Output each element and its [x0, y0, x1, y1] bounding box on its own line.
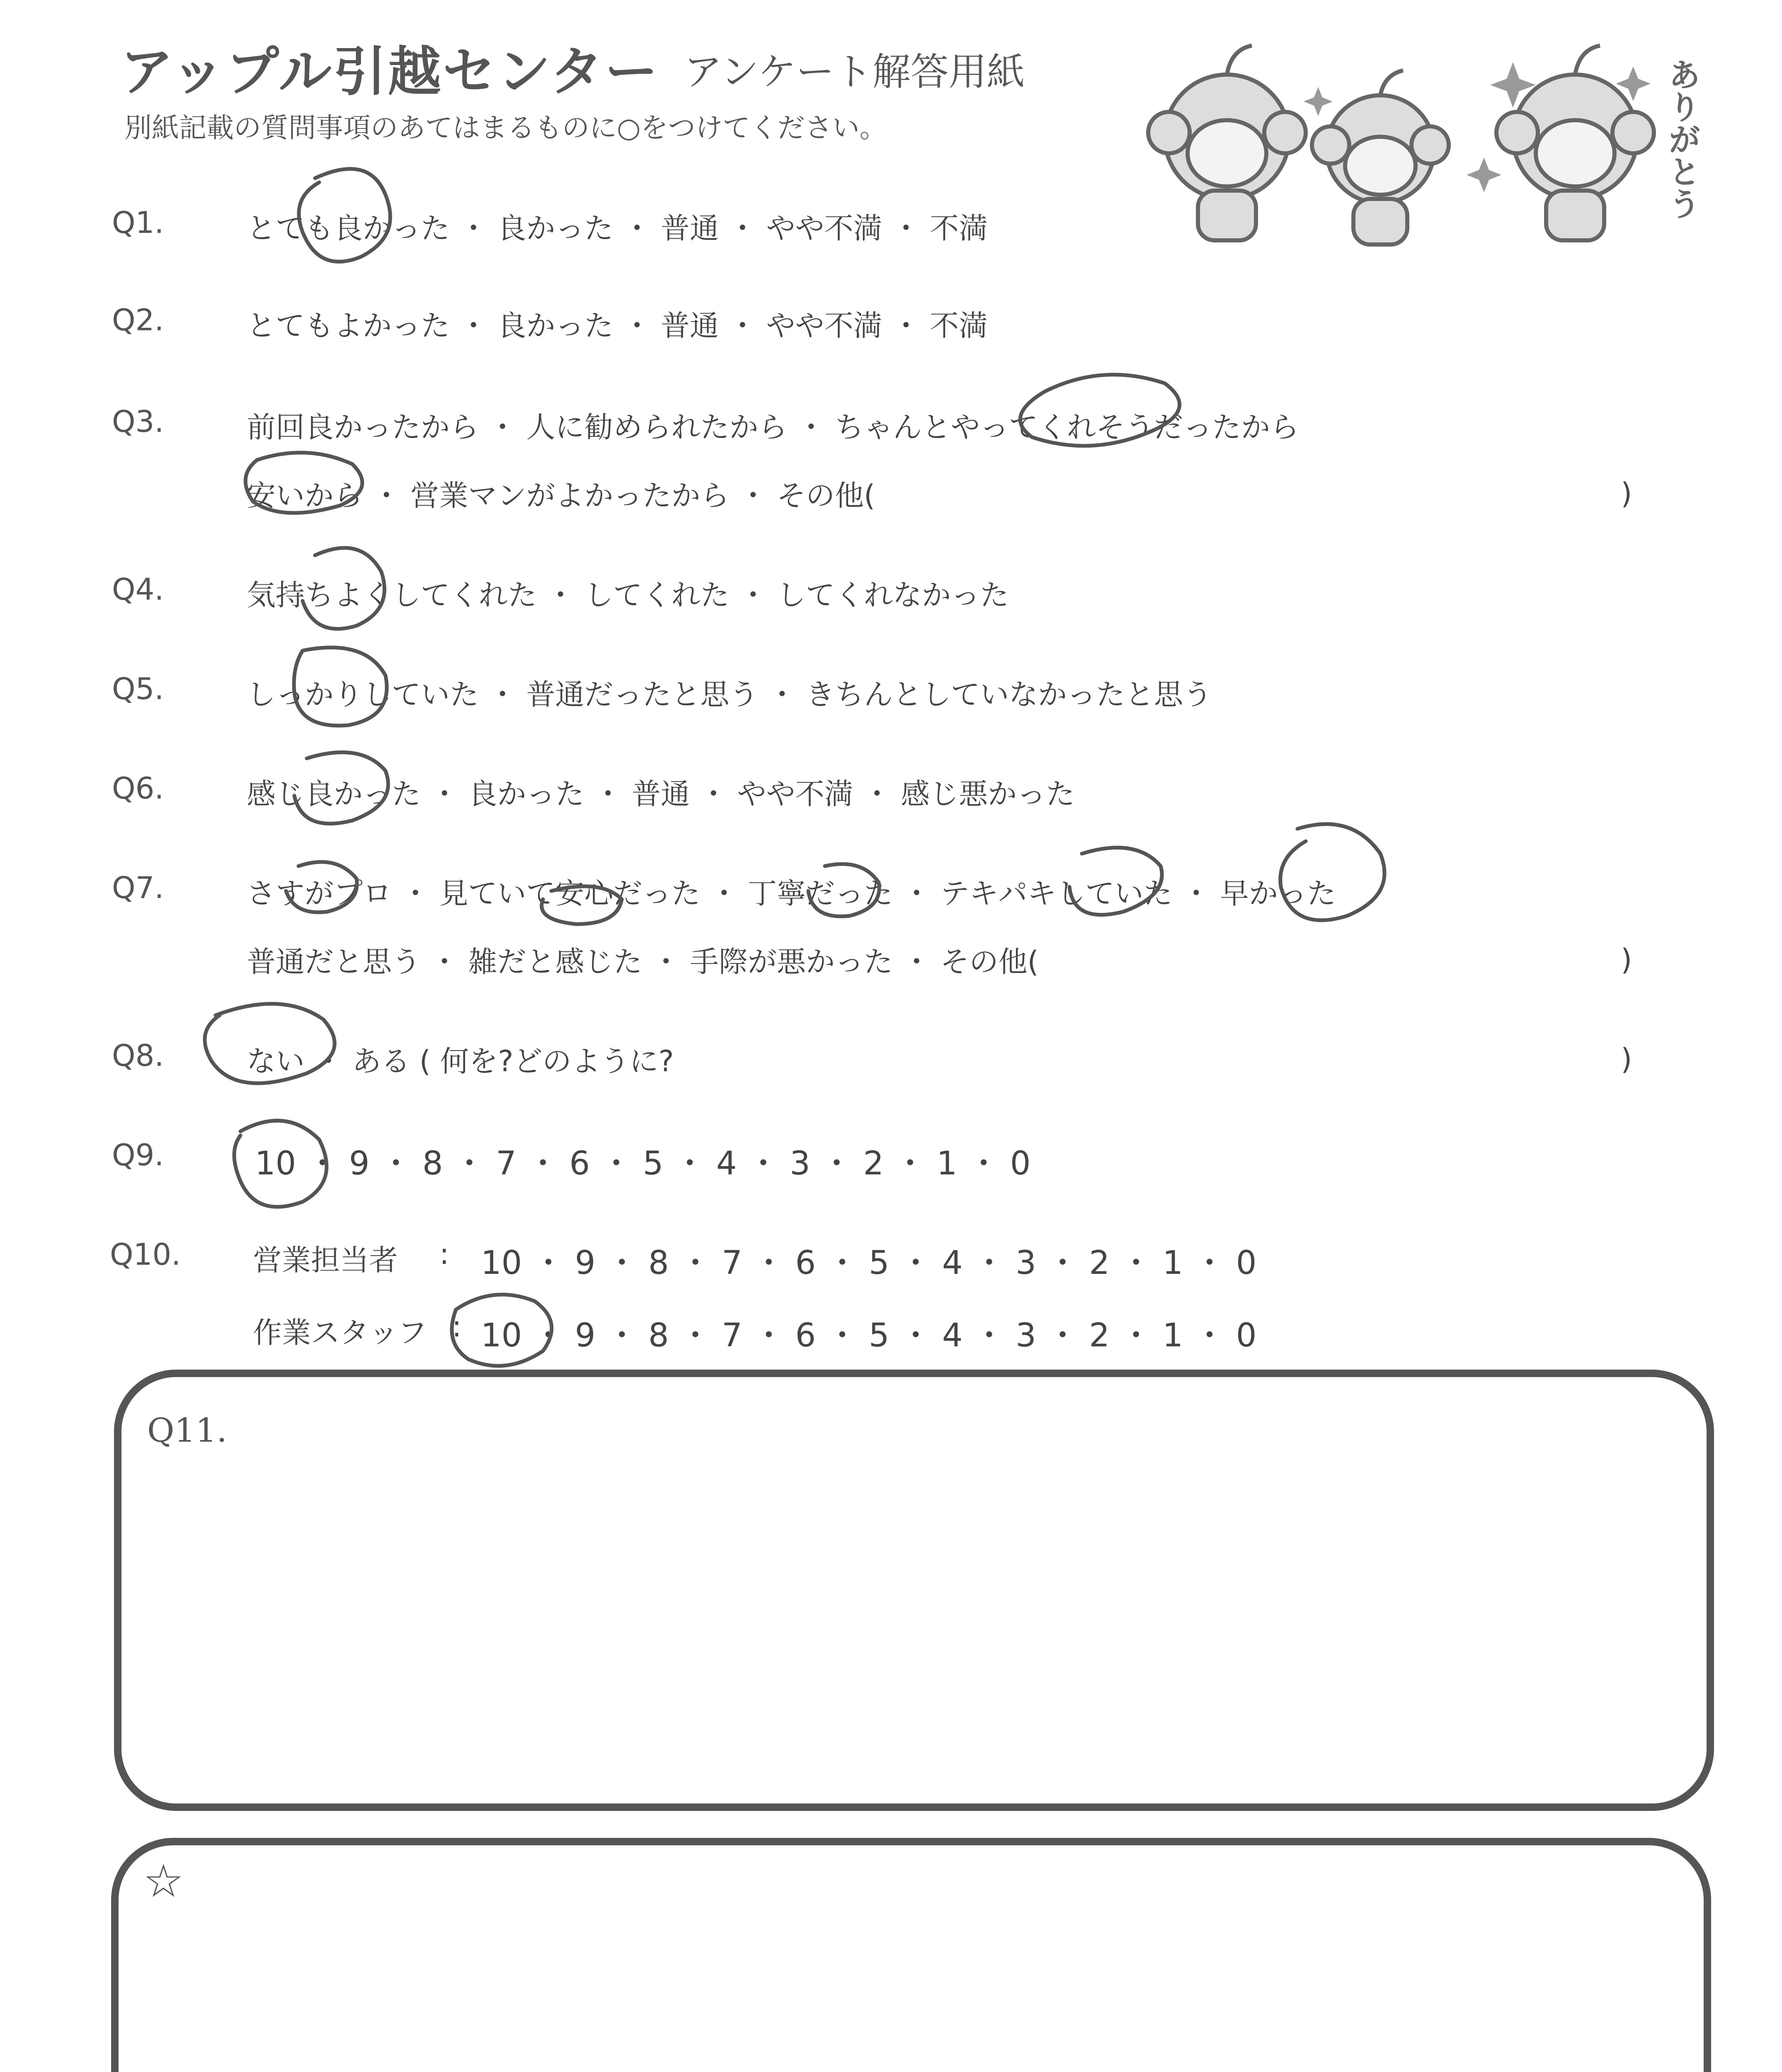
- q2-options[interactable]: とてもよかった ・ 良かった ・ 普通 ・ やや不満 ・ 不満: [247, 309, 988, 343]
- q8-options[interactable]: ない ・ ある ( 何を?どのように?: [247, 1044, 674, 1078]
- q8-answer-circle: [205, 1004, 335, 1083]
- q3-answer-circle-1: [1020, 375, 1179, 446]
- q10-sales-label: 営業担当者: [253, 1243, 398, 1277]
- q10-staff-scale[interactable]: 10 ・ 9 ・ 8 ・ 7 ・ 6 ・ 5 ・ 4 ・ 3 ・ 2 ・ 1 ・ 0: [481, 1317, 1257, 1354]
- q7-number: Q7.: [112, 870, 164, 905]
- q3-number: Q3.: [112, 404, 164, 439]
- q3-answer-circle-2: [245, 453, 362, 513]
- q9-answer-circle: [234, 1121, 327, 1207]
- q7-answer-circle-1: [286, 862, 357, 912]
- q5-answer-circle: [294, 648, 387, 726]
- q4-number: Q4.: [112, 572, 164, 607]
- mascot-caption: ありがとう: [1663, 58, 1700, 220]
- q5-number: Q5.: [112, 671, 164, 706]
- q10-staff-label: 作業スタッフ: [253, 1316, 427, 1350]
- q6-options[interactable]: 感じ良かった ・ 良かった ・ 普通 ・ やや不満 ・ 感じ悪かった: [247, 777, 1075, 811]
- q11-label: Q11.: [147, 1411, 227, 1450]
- q4-options[interactable]: 気持ちよくしてくれた ・ してくれた ・ してくれなかった: [247, 578, 1009, 612]
- q4-answer-circle: [303, 548, 385, 629]
- q3-options-line2[interactable]: 安いから ・ 営業マンがよかったから ・ その他(: [247, 479, 875, 513]
- q10-sales-scale[interactable]: 10 ・ 9 ・ 8 ・ 7 ・ 6 ・ 5 ・ 4 ・ 3 ・ 2 ・ 1 ・ 0: [481, 1244, 1257, 1282]
- q3-options-line1[interactable]: 前回良かったから ・ 人に勧められたから ・ ちゃんとやってくれそうだったから: [247, 410, 1300, 444]
- q1-options[interactable]: とても良かった ・ 良かった ・ 普通 ・ やや不満 ・ 不満: [247, 211, 988, 245]
- q6-answer-circle: [294, 752, 388, 823]
- q8-number: Q8.: [112, 1038, 164, 1073]
- q2-number: Q2.: [112, 303, 164, 337]
- q7-answer-circle-5: [1280, 824, 1384, 920]
- q1-number: Q1.: [112, 205, 164, 240]
- q10-staff-colon: :: [452, 1310, 462, 1343]
- q10-sales-colon: :: [439, 1237, 449, 1271]
- q9-number: Q9.: [112, 1138, 164, 1172]
- q6-number: Q6.: [112, 771, 164, 806]
- form-subtitle: アンケート解答用紙: [684, 50, 1025, 94]
- q1-answer-circle: [299, 169, 390, 262]
- q5-options[interactable]: しっかりしていた ・ 普通だったと思う ・ きちんとしていなかったと思う: [247, 678, 1212, 712]
- q9-scale[interactable]: 10 ・ 9 ・ 8 ・ 7 ・ 6 ・ 5 ・ 4 ・ 3 ・ 2 ・ 1 ・ 0: [255, 1145, 1031, 1182]
- q7-answer-circle-3: [808, 864, 879, 916]
- star-label: ☆: [143, 1854, 184, 1907]
- q10-staff-answer-circle: [452, 1295, 552, 1366]
- q7-answer-circle-2: [542, 886, 622, 924]
- q8-paren-close: ): [1621, 1042, 1632, 1076]
- q7-options-line2[interactable]: 普通だと思う ・ 雑だと感じた ・ 手際が悪かった ・ その他(: [247, 945, 1039, 979]
- q7-options-line1[interactable]: さすがプロ ・ 見ていて安心だった ・ 丁寧だった ・ テキパキしていた ・ 早かった: [247, 876, 1336, 910]
- q3-paren-close: ): [1621, 477, 1632, 511]
- form-title: アップル引越センター: [120, 41, 659, 103]
- q10-number: Q10.: [110, 1237, 181, 1272]
- instruction-text: 別紙記載の質問事項のあてはまるものに○をつけてください。: [124, 112, 887, 144]
- q7-answer-circle-4: [1069, 847, 1162, 915]
- q7-paren-close: ): [1621, 943, 1632, 977]
